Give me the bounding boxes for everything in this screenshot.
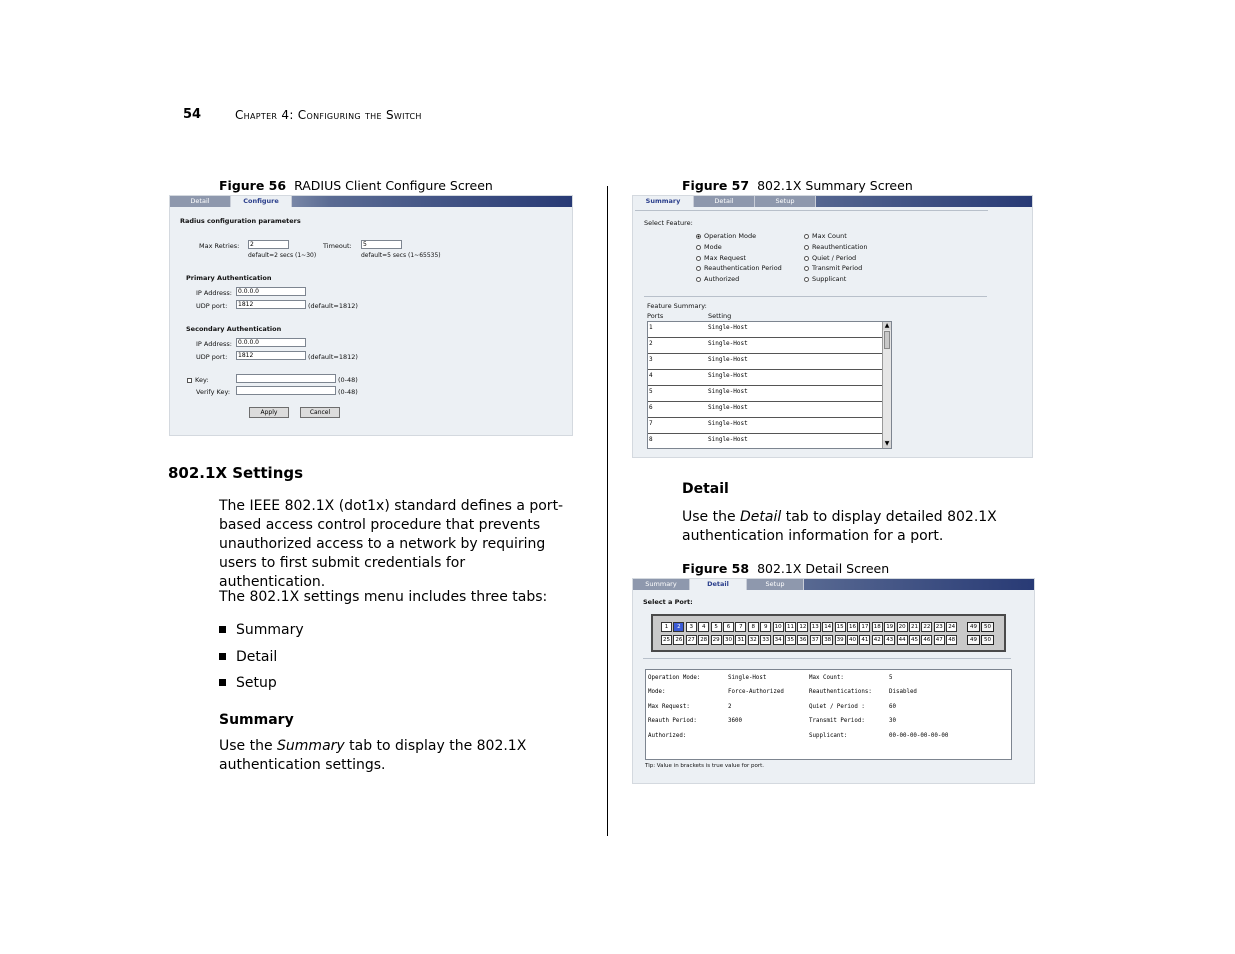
list-scrollbar[interactable] (882, 322, 891, 448)
port-13-top[interactable]: 13 (811, 624, 819, 630)
key-label: Key: (195, 376, 209, 384)
list-item[interactable]: 5 Single-Host (648, 386, 882, 402)
port-32-bottom[interactable]: 32 (749, 637, 757, 643)
port-44-bottom[interactable]: 44 (898, 637, 906, 643)
tab-detail[interactable]: Detail (170, 196, 231, 207)
summary-paragraph: Use the Summary tab to display the 802.1X authentication settings. (219, 738, 527, 773)
port-28-bottom[interactable]: 28 (700, 637, 708, 643)
column-divider (607, 186, 608, 836)
port-selector[interactable] (651, 614, 1006, 652)
primary-udp-label: UDP port: (196, 302, 228, 310)
port-39-bottom[interactable]: 39 (836, 637, 844, 643)
max-request-value: 2 (728, 704, 732, 710)
port-47-bottom[interactable]: 47 (935, 637, 943, 643)
port-33-bottom[interactable]: 33 (762, 637, 770, 643)
port-48-bottom[interactable]: 48 (948, 637, 956, 643)
primary-udp-default: (default=1812) (308, 302, 358, 310)
tab-detail[interactable]: Detail (694, 196, 755, 207)
supplicant-label: Supplicant: (809, 733, 848, 739)
list-item[interactable]: 3 Single-Host (648, 354, 882, 370)
tip-text: Tip: Value in brackets is true value for port. (645, 763, 764, 769)
list-item[interactable]: 2 Single-Host (648, 338, 882, 354)
port-18-top[interactable]: 18 (873, 624, 881, 630)
port-16-top[interactable]: 16 (849, 624, 856, 630)
list-item[interactable]: 1 Single-Host (648, 322, 882, 338)
intro-paragraph: The IEEE 802.1X (dot1x) standard defines a port-based access control procedure that prevents unauthorized access to a network by requiring users to first submit credentials for authentication. (219, 498, 564, 590)
max-retries-hint: default=2 secs (1~30) (248, 252, 317, 259)
timeout-hint: default=5 secs (1~65535) (361, 252, 441, 259)
port-40-bottom[interactable]: 40 (849, 637, 856, 643)
port-23-top[interactable]: 23 (935, 624, 943, 630)
primary-auth-title: Primary Authentication (186, 274, 272, 282)
tab-configure[interactable]: Configure (231, 196, 292, 207)
list-item[interactable]: 6 Single-Host (648, 402, 882, 418)
section-heading: 802.1X Settings (168, 464, 304, 482)
port-12-top[interactable]: 12 (799, 624, 807, 630)
mode-value: Force-Authorized (728, 689, 784, 695)
port-46-bottom[interactable]: 46 (923, 637, 931, 643)
separator (643, 658, 1011, 659)
port-19-top[interactable]: 19 (886, 624, 894, 630)
figure-57-caption: Figure 57 802.1X Summary Screen (682, 178, 913, 193)
separator (635, 210, 988, 211)
port-37-bottom[interactable]: 37 (811, 637, 819, 643)
port-8-top[interactable]: 8 (748, 622, 759, 632)
cancel-button[interactable]: Cancel (300, 407, 340, 418)
page-number: 54 (183, 107, 202, 122)
quiet-period-label: Quiet / Period : (809, 704, 865, 710)
scroll-up-icon[interactable]: ▲ (884, 322, 890, 329)
reauth-period-value: 3600 (728, 718, 742, 724)
tab-bar (170, 196, 572, 207)
tab-setup[interactable]: Setup (755, 196, 816, 207)
bullet-setup: Setup (219, 675, 277, 691)
list-item[interactable]: 7 Single-Host (648, 418, 882, 434)
secondary-ip-input[interactable]: 0.0.0.0 (236, 338, 306, 347)
verify-key-label: Verify Key: (196, 388, 231, 396)
verify-key-input[interactable] (236, 386, 336, 395)
port-22-top[interactable]: 22 (923, 624, 931, 630)
port-43-bottom[interactable]: 43 (886, 637, 894, 643)
mode-label: Mode: (648, 689, 666, 695)
primary-ip-input[interactable]: 0.0.0.0 (236, 287, 306, 296)
port-24-top[interactable]: 24 (948, 624, 956, 630)
port-25-bottom[interactable]: 25 (663, 637, 670, 643)
list-item[interactable]: 4 Single-Host (648, 370, 882, 386)
primary-ip-label: IP Address: (196, 289, 232, 297)
feature-transmit-period[interactable]: Transmit Period (804, 264, 862, 272)
port-21-top[interactable]: 21 (911, 624, 918, 630)
radius-section-title: Radius configuration parameters (180, 217, 301, 225)
key-checkbox[interactable] (187, 378, 192, 383)
feature-supplicant[interactable]: Supplicant (804, 275, 846, 283)
verify-key-range: (0-48) (338, 388, 358, 396)
port-2-top[interactable]: 2 (673, 622, 684, 632)
figure-58-caption: Figure 58 802.1X Detail Screen (682, 561, 890, 576)
max-count-value: 5 (889, 675, 893, 681)
port-11-top[interactable]: 11 (787, 624, 794, 630)
port-45-bottom[interactable]: 45 (911, 637, 918, 643)
detail-screen (632, 578, 1035, 784)
port-35-bottom[interactable]: 35 (787, 637, 794, 643)
feature-summary-label: Feature Summary: (647, 302, 707, 310)
timeout-label: Timeout: (323, 242, 352, 250)
max-count-label: Max Count: (809, 675, 844, 681)
port-36-bottom[interactable]: 36 (799, 637, 807, 643)
summary-list[interactable] (647, 321, 892, 449)
sfp-port-49-top[interactable]: 49 (967, 622, 980, 632)
tabs-paragraph: The 802.1X settings menu includes three tabs: (219, 589, 548, 605)
port-5-top[interactable]: 5 (711, 622, 722, 632)
port-31-bottom[interactable]: 31 (737, 637, 745, 643)
key-input[interactable] (236, 374, 336, 383)
port-15-top[interactable]: 15 (836, 624, 844, 630)
tab-detail[interactable]: Detail (690, 579, 747, 590)
col-ports: Ports (647, 312, 664, 320)
sfp-port-50-top[interactable]: 50 (981, 622, 994, 632)
tab-summary[interactable]: Summary (633, 196, 694, 207)
key-range: (0-48) (338, 376, 358, 384)
sfp-port-49-bottom[interactable]: 49 (967, 635, 980, 645)
port-17-top[interactable]: 17 (861, 624, 869, 630)
port-9-top[interactable]: 9 (760, 622, 771, 632)
detail-paragraph: Use the Detail tab to display detailed 802.1X authentication information for a port. (682, 509, 997, 544)
port-41-bottom[interactable]: 41 (861, 637, 869, 643)
port-detail-box (645, 669, 1012, 760)
authorized-label: Authorized: (648, 733, 687, 739)
timeout-input[interactable]: 5 (361, 240, 402, 249)
port-1-top[interactable]: 1 (661, 622, 672, 632)
tab-bar (633, 196, 1032, 207)
bullet-detail: Detail (219, 649, 277, 665)
secondary-ip-label: IP Address: (196, 340, 232, 348)
feature-reauth-period[interactable]: Reauthentication Period (696, 264, 782, 272)
op-mode-label: Operation Mode: (648, 675, 701, 681)
max-retries-label: Max Retries: (199, 242, 240, 250)
summary-screen (632, 195, 1033, 458)
reauth-label: Reauthentications: (809, 689, 872, 695)
port-26-bottom[interactable]: 26 (675, 637, 683, 643)
running-header: Chapter 4: Configuring the Switch (235, 108, 422, 122)
tab-bar (633, 579, 1034, 590)
key-row (187, 376, 209, 384)
supplicant-value: 00-00-00-00-00-00 (889, 733, 949, 739)
feature-quiet-period[interactable]: Quiet / Period (804, 254, 856, 262)
sfp-port-50-bottom[interactable]: 50 (981, 635, 994, 645)
feature-max-count[interactable]: Max Count (804, 232, 847, 240)
tab-summary[interactable]: Summary (633, 579, 690, 590)
scroll-thumb[interactable] (884, 331, 890, 349)
select-feature-label: Select Feature: (644, 219, 693, 227)
op-mode-value: Single-Host (728, 675, 767, 681)
feature-mode[interactable]: Mode (696, 243, 722, 251)
secondary-udp-label: UDP port: (196, 353, 228, 361)
port-42-bottom[interactable]: 42 (873, 637, 881, 643)
port-3-top[interactable]: 3 (686, 622, 697, 632)
figure-56-caption: Figure 56 RADIUS Client Configure Screen (219, 178, 493, 193)
port-30-bottom[interactable]: 30 (725, 637, 732, 643)
list-item[interactable]: 8 Single-Host (649, 436, 748, 443)
primary-udp-input[interactable]: 1812 (236, 300, 306, 309)
bullet-summary: Summary (219, 622, 304, 638)
secondary-udp-default: (default=1812) (308, 353, 358, 361)
port-34-bottom[interactable]: 34 (774, 637, 782, 643)
feature-reauthentication[interactable]: Reauthentication (804, 243, 867, 251)
port-7-top[interactable]: 7 (735, 622, 746, 632)
scroll-down-icon[interactable]: ▼ (884, 440, 890, 447)
transmit-period-value: 30 (889, 718, 896, 724)
summary-heading: Summary (219, 712, 294, 728)
feature-operation-mode[interactable]: Operation Mode (696, 232, 756, 240)
feature-max-request[interactable]: Max Request (696, 254, 746, 262)
port-27-bottom[interactable]: 27 (687, 637, 695, 643)
port-10-top[interactable]: 10 (774, 624, 782, 630)
secondary-udp-input[interactable]: 1812 (236, 351, 306, 360)
reauth-period-label: Reauth Period: (648, 718, 697, 724)
port-14-top[interactable]: 14 (824, 624, 832, 630)
feature-authorized[interactable]: Authorized (696, 275, 739, 283)
col-setting: Setting (708, 312, 732, 320)
detail-heading: Detail (682, 481, 729, 497)
secondary-auth-title: Secondary Authentication (186, 325, 282, 333)
apply-button[interactable]: Apply (249, 407, 289, 418)
quiet-period-value: 60 (889, 704, 896, 710)
transmit-period-label: Transmit Period: (809, 718, 865, 724)
port-29-bottom[interactable]: 29 (712, 637, 720, 643)
port-4-top[interactable]: 4 (698, 622, 709, 632)
port-38-bottom[interactable]: 38 (824, 637, 832, 643)
port-20-top[interactable]: 20 (898, 624, 906, 630)
port-6-top[interactable]: 6 (723, 622, 734, 632)
radius-configure-screen (169, 195, 573, 436)
max-request-label: Max Request: (648, 704, 690, 710)
tab-setup[interactable]: Setup (747, 579, 804, 590)
reauth-value: Disabled (889, 689, 917, 695)
max-retries-input[interactable]: 2 (248, 240, 289, 249)
select-port-label: Select a Port: (643, 598, 693, 606)
separator (644, 296, 987, 297)
